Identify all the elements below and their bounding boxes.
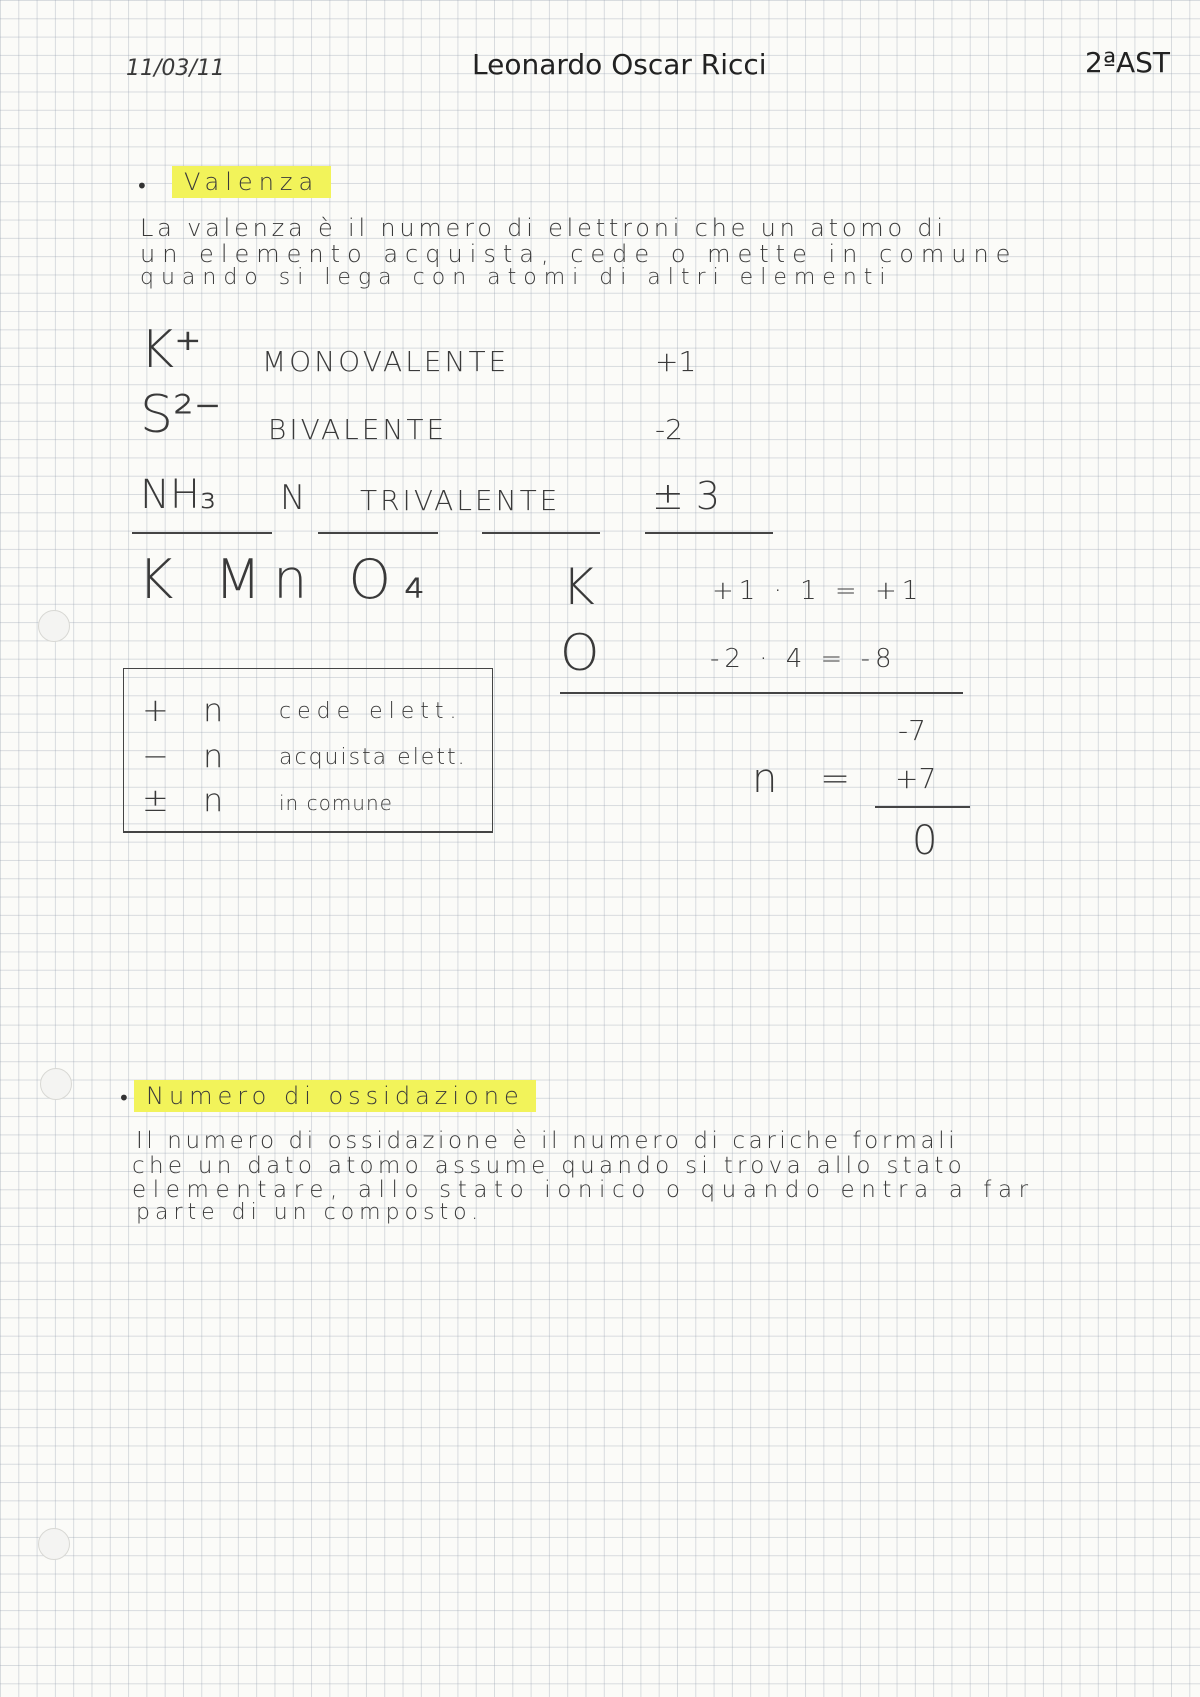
calc-rule [560, 692, 963, 694]
punch-hole-1 [38, 610, 70, 642]
n-value: +7 [895, 762, 937, 795]
ossidazione-line-2: che un dato atomo assume quando si trova allo stato [132, 1153, 967, 1179]
legend-sign-2: − n [142, 737, 236, 775]
ossidazione-line-4: parte di un composto. [136, 1200, 484, 1225]
example-value-2: -2 [655, 413, 683, 446]
punch-hole-3 [38, 1528, 70, 1560]
valenza-line-3: quando si lega con atomi di altri elementi [140, 265, 893, 290]
calc-sum: -7 [898, 714, 926, 747]
compound-formula: K Mn O₄ [138, 548, 437, 611]
legend-text-3: in comune [279, 791, 393, 815]
valenza-heading: Valenza [172, 166, 331, 198]
legend-text-2: acquista elett. [279, 745, 467, 770]
example-name-3: TRIVALENTE [360, 484, 561, 517]
calc-element-k: K [562, 558, 595, 616]
legend-text-1: cede elett. [279, 699, 463, 724]
header-date: 11/03/11 [126, 56, 225, 81]
underline-2 [318, 532, 438, 534]
valenza-line-2: un elemento acquista, cede o mette in comune [140, 240, 1018, 268]
calc-element-o: O [560, 624, 600, 682]
valenza-line-1: La valenza è il numero di elettroni che un atomo di [140, 214, 947, 242]
underline-1 [132, 532, 272, 534]
underline-4 [645, 532, 773, 534]
ossidazione-line-3: elementare, allo stato ionico o quando entra a far [132, 1177, 1035, 1203]
n-label: n [752, 756, 778, 802]
punch-hole-2 [40, 1068, 72, 1100]
header-class: 2ªAST [1085, 46, 1171, 79]
bullet: • [136, 174, 148, 198]
calc-expr-k: +1 · 1 = +1 [712, 576, 924, 606]
n-equals: = [820, 758, 851, 799]
example-formula-2: S²⁻ [140, 385, 222, 445]
example-formula-3: NH₃ [140, 472, 217, 518]
legend-box [123, 668, 493, 833]
legend-sign-3: ± n [142, 781, 236, 819]
example-formula-1: K⁺ [140, 320, 202, 380]
calc-expr-o: -2 · 4 = -8 [710, 644, 897, 674]
bullet-2: • [118, 1086, 130, 1110]
example-value-3: ± 3 [652, 474, 721, 518]
total-rule [875, 806, 970, 808]
example-name-1: MONOVALENTE [262, 345, 510, 378]
example-element-3: N [280, 478, 306, 518]
example-value-1: +1 [655, 345, 697, 378]
ossidazione-line-1: Il numero di ossidazione è il numero di cariche formali [136, 1128, 959, 1154]
ossidazione-heading: Numero di ossidazione [134, 1080, 536, 1112]
legend-sign-1: + n [142, 691, 236, 729]
underline-3 [482, 532, 600, 534]
header-author: Leonardo Oscar Ricci [472, 48, 767, 81]
calc-total: 0 [912, 818, 938, 864]
example-name-2: BIVALENTE [268, 413, 448, 446]
